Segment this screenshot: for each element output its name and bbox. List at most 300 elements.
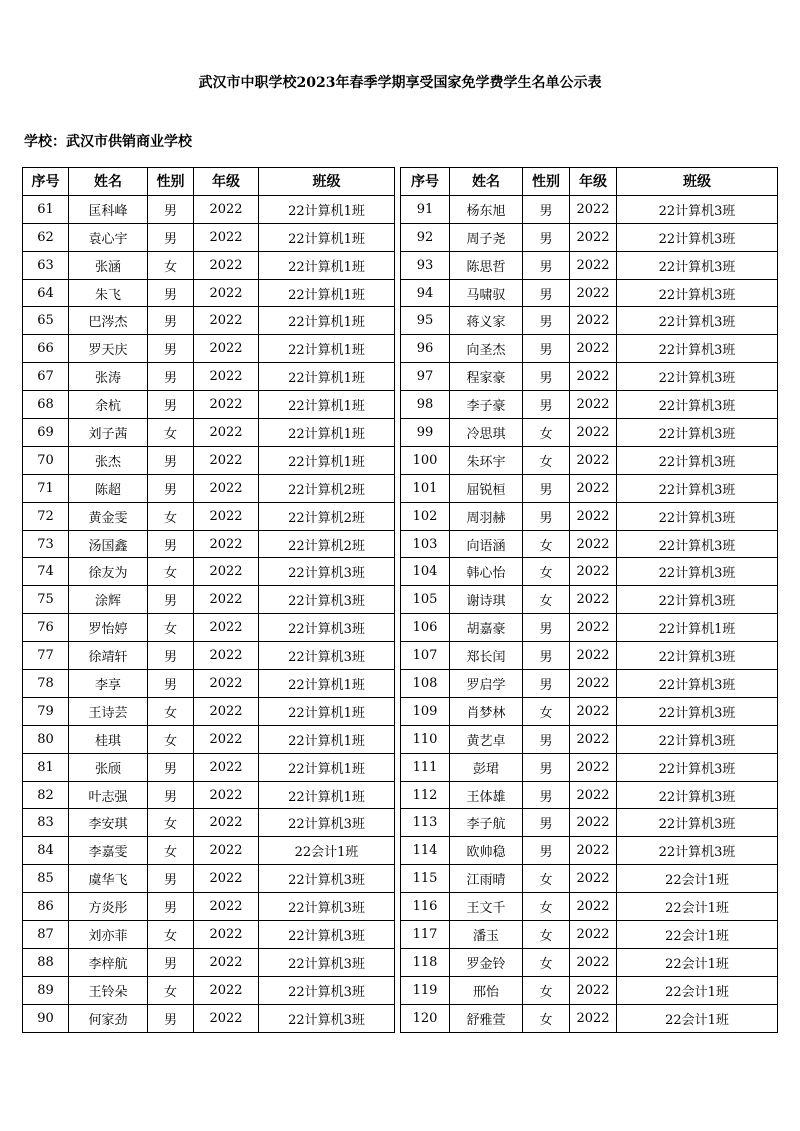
table-row	[401, 335, 778, 363]
cell-grade: 2022	[194, 781, 259, 809]
cell-grade: 2022	[570, 670, 617, 698]
cell-grade: 2022	[194, 697, 259, 725]
table-row	[401, 391, 778, 419]
cell-class: 22计算机3班	[259, 893, 395, 921]
cell-class: 22计算机3班	[617, 223, 778, 251]
cell-class: 22计算机1班	[259, 725, 395, 753]
table-row	[401, 363, 778, 391]
cell-index: 111	[401, 753, 450, 781]
table-row	[23, 419, 395, 447]
cell-index: 69	[23, 419, 69, 447]
cell-name: 张杰	[69, 446, 148, 474]
cell-gender: 女	[148, 502, 194, 530]
cell-index: 115	[401, 865, 450, 893]
header-index: 序号	[23, 168, 69, 196]
cell-gender: 男	[523, 391, 570, 419]
cell-grade: 2022	[570, 419, 617, 447]
cell-grade: 2022	[570, 642, 617, 670]
cell-index: 79	[23, 697, 69, 725]
cell-gender: 男	[148, 195, 194, 223]
table-row	[23, 251, 395, 279]
cell-name: 李子航	[450, 809, 523, 837]
cell-grade: 2022	[194, 865, 259, 893]
cell-name: 朱环宇	[450, 446, 523, 474]
cell-name: 王铃朵	[69, 976, 148, 1004]
cell-grade: 2022	[570, 893, 617, 921]
cell-grade: 2022	[194, 279, 259, 307]
table-row	[401, 1004, 778, 1032]
cell-class: 22计算机3班	[617, 363, 778, 391]
cell-index: 77	[23, 642, 69, 670]
table-row	[401, 251, 778, 279]
table-row	[401, 642, 778, 670]
cell-index: 118	[401, 948, 450, 976]
cell-grade: 2022	[194, 251, 259, 279]
cell-class: 22会计1班	[259, 837, 395, 865]
cell-grade: 2022	[570, 391, 617, 419]
cell-gender: 男	[148, 642, 194, 670]
cell-class: 22计算机3班	[617, 391, 778, 419]
cell-name: 刘亦菲	[69, 921, 148, 949]
cell-class: 22计算机1班	[259, 335, 395, 363]
table-row	[23, 837, 395, 865]
cell-name: 袁心宇	[69, 223, 148, 251]
table-row	[401, 279, 778, 307]
cell-index: 101	[401, 474, 450, 502]
cell-class: 22计算机3班	[617, 279, 778, 307]
header-gender: 性别	[148, 168, 194, 196]
cell-gender: 男	[523, 642, 570, 670]
cell-index: 100	[401, 446, 450, 474]
cell-index: 92	[401, 223, 450, 251]
table-row	[401, 725, 778, 753]
cell-name: 潘玉	[450, 921, 523, 949]
table-row	[23, 642, 395, 670]
cell-gender: 男	[148, 586, 194, 614]
cell-class: 22会计1班	[617, 921, 778, 949]
cell-index: 88	[23, 948, 69, 976]
header-grade: 年级	[570, 168, 617, 196]
cell-name: 王体雄	[450, 781, 523, 809]
cell-name: 陈思哲	[450, 251, 523, 279]
cell-index: 80	[23, 725, 69, 753]
cell-class: 22计算机3班	[259, 1004, 395, 1032]
cell-index: 76	[23, 614, 69, 642]
cell-name: 罗启学	[450, 670, 523, 698]
table-body-right	[401, 195, 778, 1032]
cell-class: 22会计1班	[617, 1004, 778, 1032]
cell-gender: 男	[148, 753, 194, 781]
cell-gender: 男	[523, 725, 570, 753]
cell-index: 68	[23, 391, 69, 419]
cell-name: 李嘉雯	[69, 837, 148, 865]
cell-name: 韩心怡	[450, 558, 523, 586]
cell-index: 75	[23, 586, 69, 614]
cell-grade: 2022	[570, 865, 617, 893]
cell-index: 86	[23, 893, 69, 921]
cell-class: 22计算机3班	[617, 251, 778, 279]
cell-class: 22计算机3班	[259, 865, 395, 893]
cell-gender: 男	[523, 474, 570, 502]
cell-grade: 2022	[194, 976, 259, 1004]
table-row	[23, 558, 395, 586]
cell-gender: 男	[148, 363, 194, 391]
cell-gender: 女	[523, 865, 570, 893]
cell-class: 22计算机2班	[259, 502, 395, 530]
cell-gender: 女	[523, 921, 570, 949]
cell-gender: 女	[523, 558, 570, 586]
cell-grade: 2022	[194, 725, 259, 753]
cell-index: 120	[401, 1004, 450, 1032]
cell-name: 罗天庆	[69, 335, 148, 363]
cell-name: 张涵	[69, 251, 148, 279]
cell-grade: 2022	[194, 307, 259, 335]
cell-gender: 男	[148, 223, 194, 251]
cell-index: 104	[401, 558, 450, 586]
cell-index: 119	[401, 976, 450, 1004]
cell-name: 彭珺	[450, 753, 523, 781]
cell-grade: 2022	[570, 697, 617, 725]
cell-index: 73	[23, 530, 69, 558]
cell-class: 22计算机3班	[617, 195, 778, 223]
cell-grade: 2022	[194, 446, 259, 474]
cell-name: 胡嘉豪	[450, 614, 523, 642]
cell-grade: 2022	[194, 921, 259, 949]
cell-class: 22计算机3班	[617, 725, 778, 753]
cell-gender: 男	[523, 251, 570, 279]
table-row	[23, 893, 395, 921]
cell-name: 涂辉	[69, 586, 148, 614]
table-body-left	[23, 195, 395, 1032]
cell-class: 22计算机3班	[617, 670, 778, 698]
cell-index: 106	[401, 614, 450, 642]
table-header-row	[401, 168, 778, 196]
cell-name: 徐靖轩	[69, 642, 148, 670]
cell-class: 22计算机3班	[617, 558, 778, 586]
cell-grade: 2022	[570, 781, 617, 809]
cell-gender: 男	[148, 670, 194, 698]
cell-gender: 男	[148, 893, 194, 921]
cell-index: 63	[23, 251, 69, 279]
cell-name: 桂琪	[69, 725, 148, 753]
cell-grade: 2022	[570, 586, 617, 614]
cell-grade: 2022	[194, 753, 259, 781]
cell-grade: 2022	[570, 223, 617, 251]
cell-class: 22会计1班	[617, 865, 778, 893]
cell-index: 87	[23, 921, 69, 949]
cell-grade: 2022	[570, 502, 617, 530]
cell-grade: 2022	[194, 223, 259, 251]
table-row	[23, 279, 395, 307]
cell-grade: 2022	[194, 195, 259, 223]
cell-class: 22计算机1班	[259, 419, 395, 447]
table-row	[23, 697, 395, 725]
header-index: 序号	[401, 168, 450, 196]
cell-grade: 2022	[570, 195, 617, 223]
cell-class: 22计算机3班	[617, 697, 778, 725]
cell-grade: 2022	[194, 809, 259, 837]
cell-index: 113	[401, 809, 450, 837]
cell-name: 匡科峰	[69, 195, 148, 223]
table-row	[23, 948, 395, 976]
student-table-left	[22, 167, 395, 1033]
cell-grade: 2022	[570, 446, 617, 474]
cell-grade: 2022	[194, 419, 259, 447]
cell-class: 22计算机3班	[617, 502, 778, 530]
table-row	[401, 446, 778, 474]
cell-class: 22计算机3班	[259, 976, 395, 1004]
cell-name: 李子豪	[450, 391, 523, 419]
cell-gender: 男	[523, 670, 570, 698]
cell-gender: 女	[148, 614, 194, 642]
cell-gender: 男	[148, 781, 194, 809]
table-row	[23, 363, 395, 391]
table-row	[23, 474, 395, 502]
cell-grade: 2022	[570, 530, 617, 558]
cell-gender: 女	[148, 837, 194, 865]
cell-name: 巴涔杰	[69, 307, 148, 335]
table-row	[23, 921, 395, 949]
cell-index: 83	[23, 809, 69, 837]
cell-class: 22计算机3班	[617, 307, 778, 335]
cell-class: 22计算机1班	[259, 446, 395, 474]
cell-gender: 女	[148, 976, 194, 1004]
table-row	[401, 921, 778, 949]
cell-grade: 2022	[194, 391, 259, 419]
table-row	[23, 670, 395, 698]
table-row	[23, 753, 395, 781]
table-row	[401, 474, 778, 502]
cell-name: 周子尧	[450, 223, 523, 251]
cell-index: 67	[23, 363, 69, 391]
cell-name: 谢诗琪	[450, 586, 523, 614]
page-title: 武汉市中职学校2023年春季学期享受国家免学费学生名单公示表	[198, 75, 602, 91]
cell-name: 方炎彤	[69, 893, 148, 921]
table-row	[23, 307, 395, 335]
cell-name: 何家劲	[69, 1004, 148, 1032]
cell-class: 22计算机3班	[617, 837, 778, 865]
cell-name: 向圣杰	[450, 335, 523, 363]
cell-grade: 2022	[194, 670, 259, 698]
cell-gender: 女	[523, 697, 570, 725]
cell-name: 冷思琪	[450, 419, 523, 447]
table-row	[23, 502, 395, 530]
cell-name: 江雨晴	[450, 865, 523, 893]
cell-gender: 男	[523, 809, 570, 837]
cell-gender: 男	[148, 1004, 194, 1032]
cell-name: 郑长闰	[450, 642, 523, 670]
table-row	[401, 893, 778, 921]
cell-gender: 女	[148, 419, 194, 447]
table-row	[23, 446, 395, 474]
cell-index: 81	[23, 753, 69, 781]
cell-grade: 2022	[194, 642, 259, 670]
table-row	[401, 865, 778, 893]
cell-index: 64	[23, 279, 69, 307]
cell-gender: 男	[523, 781, 570, 809]
cell-name: 张涛	[69, 363, 148, 391]
cell-grade: 2022	[570, 474, 617, 502]
table-row	[401, 948, 778, 976]
cell-name: 余杭	[69, 391, 148, 419]
table-row	[401, 976, 778, 1004]
cell-gender: 男	[523, 502, 570, 530]
cell-grade: 2022	[570, 976, 617, 1004]
cell-name: 叶志强	[69, 781, 148, 809]
cell-class: 22计算机3班	[617, 809, 778, 837]
cell-name: 杨东旭	[450, 195, 523, 223]
cell-class: 22计算机1班	[259, 363, 395, 391]
cell-name: 王诗芸	[69, 697, 148, 725]
cell-grade: 2022	[570, 307, 617, 335]
cell-gender: 女	[523, 586, 570, 614]
cell-grade: 2022	[570, 614, 617, 642]
cell-grade: 2022	[570, 558, 617, 586]
table-row	[401, 307, 778, 335]
header-name: 姓名	[450, 168, 523, 196]
cell-index: 66	[23, 335, 69, 363]
cell-class: 22计算机1班	[259, 697, 395, 725]
cell-class: 22计算机2班	[259, 530, 395, 558]
cell-grade: 2022	[570, 921, 617, 949]
cell-grade: 2022	[194, 530, 259, 558]
cell-name: 舒雅萱	[450, 1004, 523, 1032]
cell-class: 22会计1班	[617, 976, 778, 1004]
cell-index: 95	[401, 307, 450, 335]
cell-name: 李梓航	[69, 948, 148, 976]
table-row	[401, 195, 778, 223]
cell-grade: 2022	[194, 474, 259, 502]
cell-index: 71	[23, 474, 69, 502]
cell-class: 22计算机3班	[259, 586, 395, 614]
cell-gender: 男	[148, 446, 194, 474]
cell-gender: 女	[523, 976, 570, 1004]
cell-gender: 男	[148, 335, 194, 363]
cell-gender: 女	[523, 893, 570, 921]
table-row	[401, 614, 778, 642]
cell-class: 22计算机3班	[617, 446, 778, 474]
cell-index: 90	[23, 1004, 69, 1032]
table-row	[401, 809, 778, 837]
table-row	[401, 781, 778, 809]
cell-class: 22计算机3班	[259, 921, 395, 949]
cell-grade: 2022	[570, 279, 617, 307]
cell-class: 22计算机3班	[259, 948, 395, 976]
cell-class: 22计算机3班	[617, 781, 778, 809]
cell-grade: 2022	[570, 1004, 617, 1032]
cell-name: 汤国鑫	[69, 530, 148, 558]
cell-gender: 男	[148, 948, 194, 976]
table-row	[23, 976, 395, 1004]
cell-index: 94	[401, 279, 450, 307]
cell-gender: 女	[523, 446, 570, 474]
cell-class: 22计算机1班	[259, 391, 395, 419]
cell-grade: 2022	[570, 251, 617, 279]
cell-gender: 男	[148, 307, 194, 335]
cell-class: 22计算机3班	[617, 419, 778, 447]
cell-gender: 女	[148, 921, 194, 949]
header-class: 班级	[259, 168, 395, 196]
table-row	[23, 586, 395, 614]
cell-name: 黄艺卓	[450, 725, 523, 753]
cell-index: 98	[401, 391, 450, 419]
cell-name: 欧帅稳	[450, 837, 523, 865]
cell-class: 22计算机3班	[259, 642, 395, 670]
cell-gender: 女	[148, 697, 194, 725]
cell-class: 22计算机3班	[259, 809, 395, 837]
cell-index: 70	[23, 446, 69, 474]
cell-index: 62	[23, 223, 69, 251]
cell-gender: 女	[148, 558, 194, 586]
cell-grade: 2022	[570, 809, 617, 837]
cell-index: 65	[23, 307, 69, 335]
cell-index: 82	[23, 781, 69, 809]
cell-grade: 2022	[194, 586, 259, 614]
cell-grade: 2022	[194, 363, 259, 391]
table-row	[401, 670, 778, 698]
cell-grade: 2022	[570, 725, 617, 753]
cell-gender: 男	[523, 837, 570, 865]
cell-index: 107	[401, 642, 450, 670]
header-name: 姓名	[69, 168, 148, 196]
cell-index: 102	[401, 502, 450, 530]
cell-name: 王文千	[450, 893, 523, 921]
table-row	[401, 419, 778, 447]
cell-name: 罗怡婷	[69, 614, 148, 642]
cell-class: 22计算机3班	[617, 335, 778, 363]
cell-class: 22计算机3班	[617, 642, 778, 670]
cell-gender: 男	[523, 614, 570, 642]
cell-class: 22会计1班	[617, 893, 778, 921]
cell-grade: 2022	[570, 335, 617, 363]
cell-name: 虞华飞	[69, 865, 148, 893]
cell-grade: 2022	[194, 614, 259, 642]
table-row	[23, 391, 395, 419]
cell-grade: 2022	[194, 558, 259, 586]
cell-name: 周羽赫	[450, 502, 523, 530]
cell-name: 朱飞	[69, 279, 148, 307]
cell-index: 84	[23, 837, 69, 865]
table-row	[23, 335, 395, 363]
header-grade: 年级	[194, 168, 259, 196]
cell-gender: 男	[523, 335, 570, 363]
header-class: 班级	[617, 168, 778, 196]
cell-index: 74	[23, 558, 69, 586]
cell-grade: 2022	[194, 837, 259, 865]
cell-gender: 男	[523, 363, 570, 391]
table-row	[401, 558, 778, 586]
cell-index: 103	[401, 530, 450, 558]
cell-grade: 2022	[194, 502, 259, 530]
cell-index: 105	[401, 586, 450, 614]
cell-gender: 男	[523, 279, 570, 307]
cell-grade: 2022	[194, 893, 259, 921]
table-row	[23, 614, 395, 642]
cell-name: 马啸驭	[450, 279, 523, 307]
cell-class: 22计算机3班	[617, 474, 778, 502]
cell-gender: 男	[148, 391, 194, 419]
table-row	[401, 223, 778, 251]
cell-index: 61	[23, 195, 69, 223]
cell-gender: 男	[523, 307, 570, 335]
table-row	[23, 865, 395, 893]
cell-class: 22计算机1班	[259, 279, 395, 307]
cell-class: 22计算机1班	[259, 307, 395, 335]
cell-gender: 女	[523, 1004, 570, 1032]
table-row	[23, 725, 395, 753]
cell-grade: 2022	[570, 363, 617, 391]
cell-gender: 男	[148, 474, 194, 502]
